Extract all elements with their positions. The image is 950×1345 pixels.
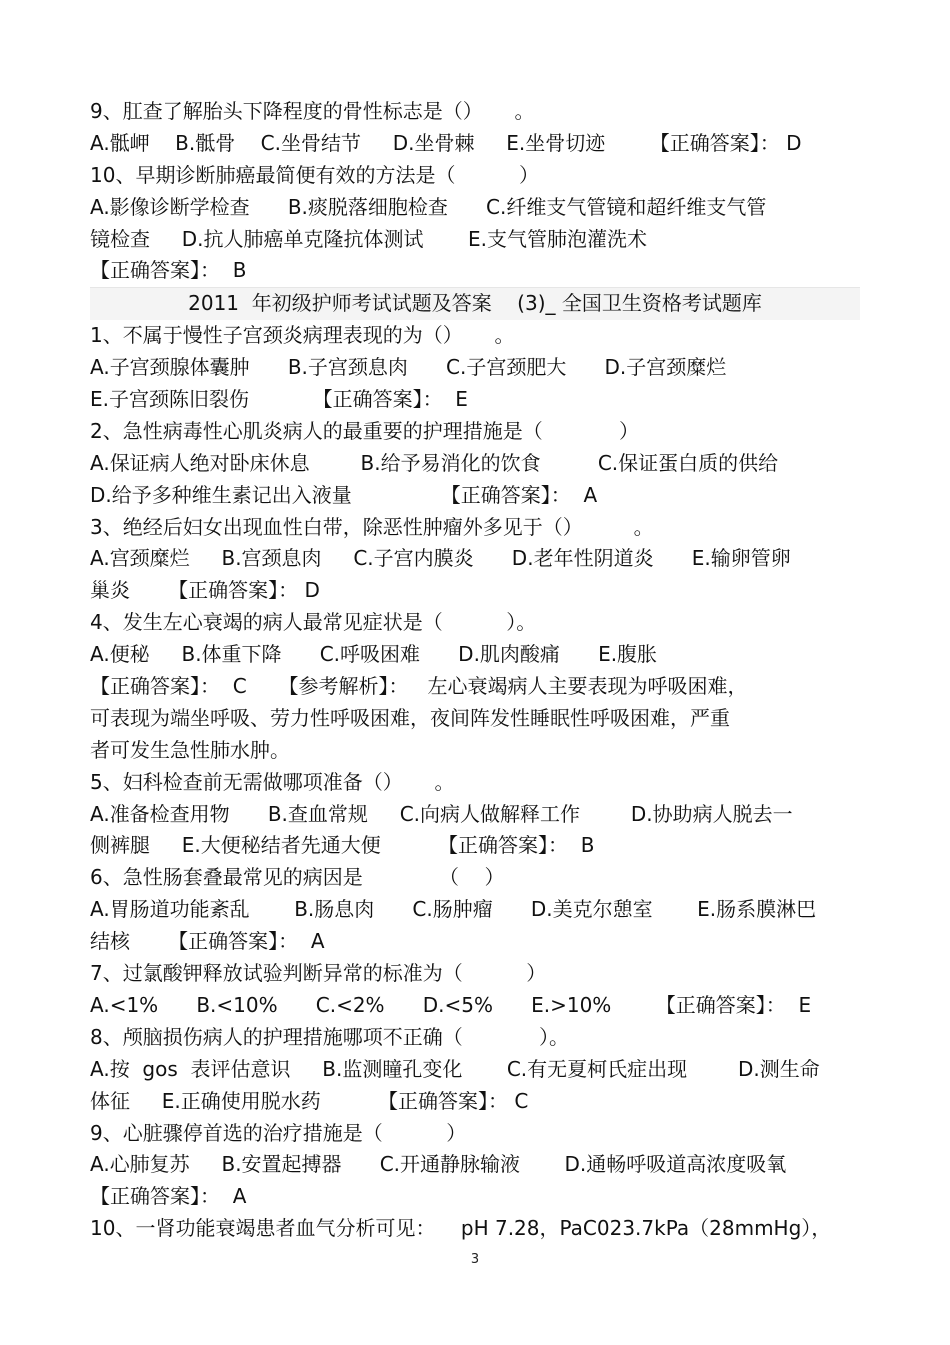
text-line: 结核 【正确答案】： A [90,929,325,954]
text-line: 者可发生急性肺水肿。 [90,737,290,762]
text-line: A.心肺复苏 B.安置起搏器 C.开通静脉输液 D.通畅呼吸道高浓度吸氧 [90,1152,787,1177]
text-line: A.宫颈糜烂 B.宫颈息肉 C.子宫内膜炎 D.老年性阴道炎 E.输卵管卵 [90,546,791,571]
text-line: 【正确答案】： B [90,258,247,283]
text-line: A.骶岬 B.骶骨 C.坐骨结节 D.坐骨棘 E.坐骨切迹 【正确答案】： D [90,130,802,155]
text-line: 【正确答案】： A [90,1184,247,1209]
text-line: A.<1% B.<10% C.<2% D.<5% E.>10% 【正确答案】： E [90,992,812,1017]
text-line: 10、早期诊断肺癌最简便有效的方法是（ ） [90,162,540,187]
text-line: 3、绝经后妇女出现血性白带，除恶性肿瘤外多见于（） 。 [90,514,654,539]
text-line: A.准备检查用物 B.查血常规 C.向病人做解释工作 D.协助病人脱去一 [90,801,793,826]
text-line: 5、妇科检查前无需做哪项准备（） 。 [90,769,455,794]
text-line: 【正确答案】： C 【参考解析】： 左心衰竭病人主要表现为呼吸困难， [90,674,748,699]
text-line: 9、肛查了解胎头下降程度的骨性标志是（） 。 [90,99,535,123]
text-line: D.给予多种维生素记出入液量 【正确答案】： A [90,482,598,507]
text-line: 体征 E.正确使用脱水药 【正确答案】： C [90,1088,529,1113]
text-line: A.子宫颈腺体囊肿 B.子宫颈息肉 C.子宫颈肥大 D.子宫颈糜烂 [90,355,727,380]
text-line: E.子宫颈陈旧裂伤 【正确答案】： E [90,387,468,412]
page-number: 3 [470,1252,480,1267]
text-line: 2、急性病毒性心肌炎病人的最重要的护理措施是（ ） [90,418,640,443]
text-line: 可表现为端坐呼吸、劳力性呼吸困难，夜间阵发性睡眠性呼吸困难，严重 [90,705,730,730]
text-line: 侧裤腿 E.大便秘结者先通大便 【正确答案】： B [90,833,595,858]
text-line: A.便秘 B.体重下降 C.呼吸困难 D.肌肉酸痛 E.腹胀 [90,642,658,667]
text-line: A.胃肠道功能紊乱 B.肠息肉 C.肠肿瘤 D.美克尔憩室 E.肠系膜淋巴 [90,897,817,922]
text-line: A.影像诊断学检查 B.痰脱落细胞检查 C.纤维支气管镜和超纤维支气管 [90,194,767,219]
document-body [90,96,860,1245]
text-line: 8、颅脑损伤病人的护理措施哪项不正确（ ）。 [90,1024,570,1049]
text-line: 巢炎 【正确答案】： D [90,578,320,603]
text-line: A.保证病人绝对卧床休息 B.给予易消化的饮食 C.保证蛋白质的供给 [90,450,779,475]
text-line: 10、一肾功能衰竭患者血气分析可见： pH 7.28，PaC023.7kPa（28mmHg）， [90,1216,832,1241]
text-line: 1、不属于慢性子宫颈炎病理表现的为（） 。 [90,323,515,348]
text-line: 9、心脏骤停首选的治疗措施是（ ） [90,1120,467,1145]
text-line: 6、急性肠套叠最常见的病因是 （ ） [90,865,505,890]
text-line: A.按 gos 表评估意识 B.监测瞳孔变化 C.有无夏柯氏症出现 D.测生命 [90,1056,820,1081]
text-line: 7、过氯酸钾释放试验判断异常的标准为（ ） [90,961,547,986]
section-banner: 2011 年初级护师考试试题及答案 (3)_ 全国卫生资格考试题库 [90,287,860,320]
text-line: 4、发生左心衰竭的病人最常见症状是（ ）。 [90,610,537,635]
text-line: 镜检查 D.抗人肺癌单克隆抗体测试 E.支气管肺泡灌洗术 [90,226,648,251]
